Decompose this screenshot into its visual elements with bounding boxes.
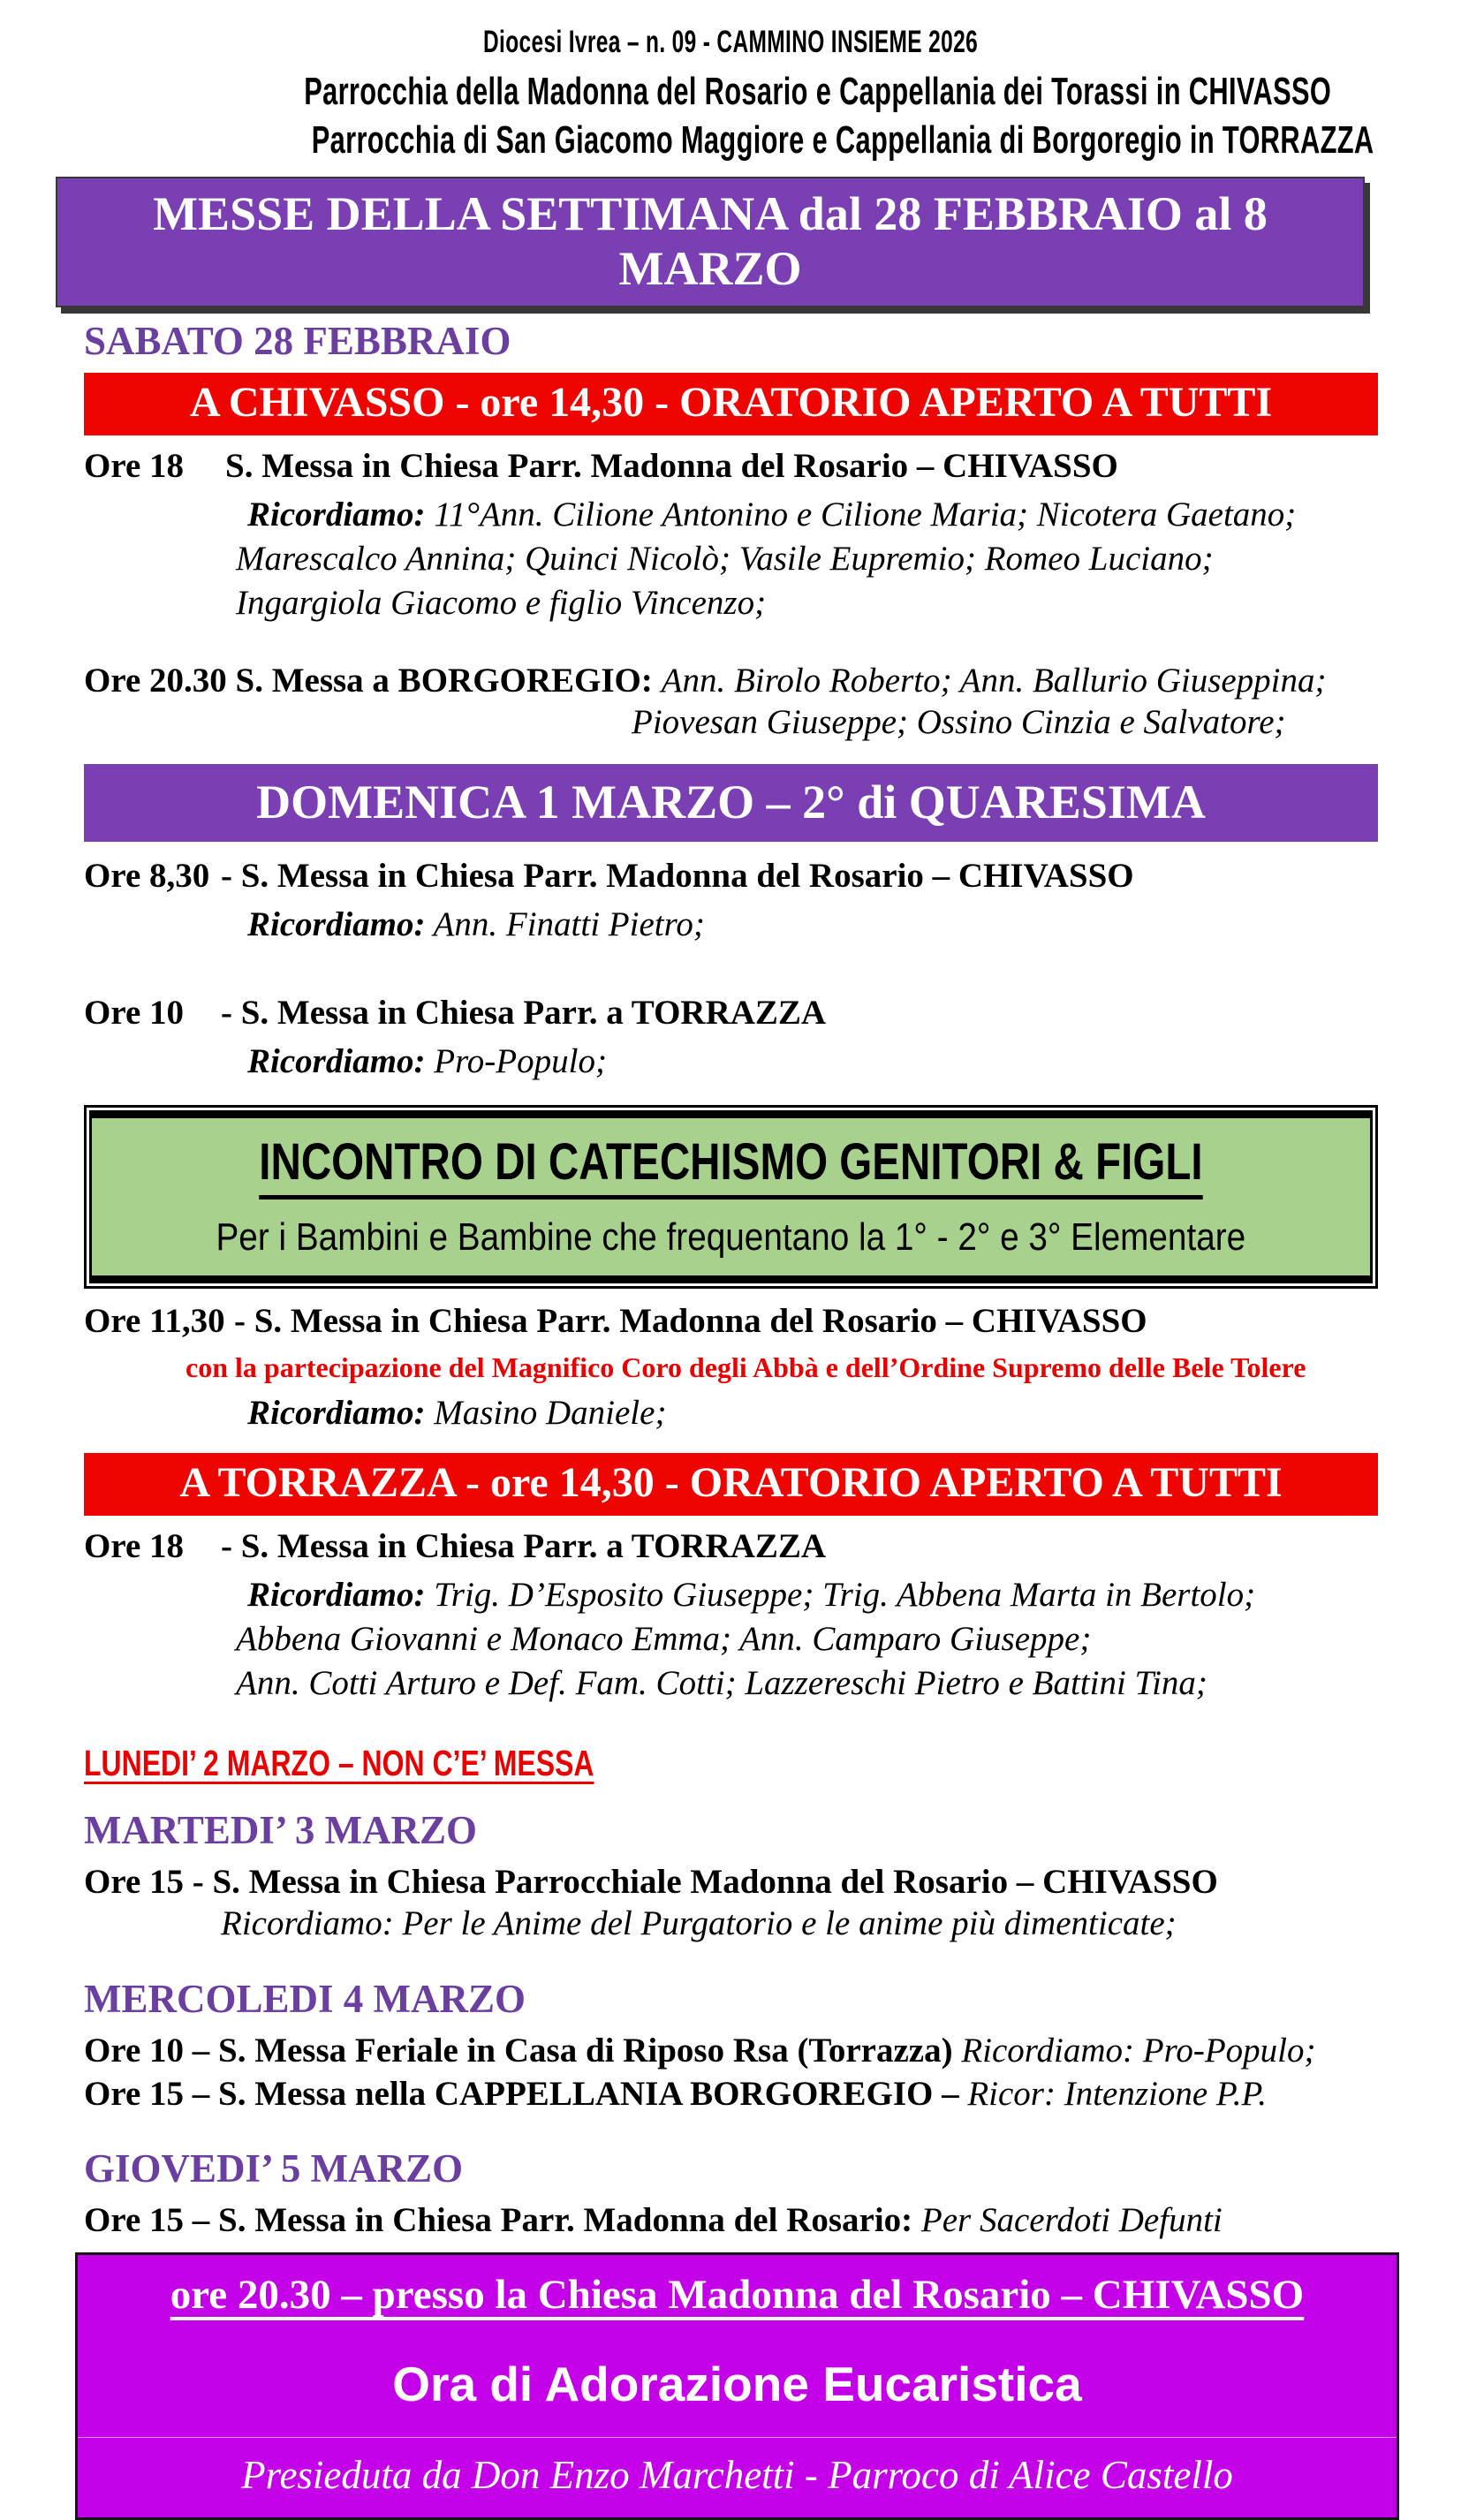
header-parish-chivasso <box>84 69 1378 114</box>
ricordiamo-inline: Ricor: Intenzione P.P. <box>967 2075 1268 2113</box>
mass-line-sat-2030 <box>84 661 1378 700</box>
ricordiamo-label: Ricordiamo: <box>247 1576 426 1614</box>
mass-line-sat-18 <box>84 446 1378 486</box>
adoration-banner <box>75 2252 1399 2520</box>
names-line: Masino Daniele; <box>434 1394 667 1432</box>
mass-desc: - S. Messa in Chiesa Parr. Madonna del Rosario – CHIVASSO <box>221 857 1134 895</box>
ricordiamo-inline: Ricordiamo: Pro-Populo; <box>961 2032 1316 2070</box>
mass-time: Ore 8,30 <box>84 857 210 895</box>
mass-line-sun-18 <box>84 1526 1378 1566</box>
ricordiamo-line <box>247 1391 1378 1435</box>
day-heading-giovedi: GIOVEDI’ 5 MARZO <box>84 2146 464 2191</box>
mass-desc: - S. Messa in Chiesa Parr. a TORRAZZA <box>221 1527 827 1565</box>
catechism-subtitle: Per i Bambini e Bambine che frequentano la 1° - 2° e 3° Elementare <box>216 1215 1246 1259</box>
names-line: Ingargiola Giacomo e figlio Vincenzo; <box>236 584 767 622</box>
mass-line-tue-15 <box>84 1862 1378 1902</box>
mass-line-thu-15 <box>84 2200 1378 2240</box>
mass-time: Ore 18 <box>84 447 185 485</box>
monday-no-mass-text: LUNEDI’ 2 MARZO – NON C’E’ MESSA <box>84 1743 594 1783</box>
header-parish-chivasso-text: Parrocchia della Madonna del Rosario e Cappellania dei Torassi in CHIVASSO <box>304 70 1332 113</box>
adoration-title: Ora di Adorazione Eucaristica <box>392 2357 1082 2411</box>
mass-time: Ore 10 <box>84 994 185 1032</box>
names-line: Pro-Populo; <box>434 1042 607 1080</box>
mass-desc: S. Messa a BORGOREGIO: <box>235 662 653 700</box>
mass-desc: - S. Messa in Chiesa Parr. a TORRAZZA <box>221 994 827 1032</box>
header-diocese-text: Diocesi Ivrea – n. 09 - CAMMINO INSIEME 2026 <box>483 25 979 59</box>
ricordiamo-label: Ricordiamo: <box>247 905 426 943</box>
mass-time: Ore 18 <box>84 1527 185 1565</box>
ricordiamo-line <box>247 1040 1378 1084</box>
monday-no-mass <box>84 1743 1378 1784</box>
names-line: 11°Ann. Cilione Antonino e Cilione Maria; Nicotera Gaetano; <box>434 496 1297 534</box>
banner-chivasso-oratorio: A CHIVASSO - ore 14,30 - ORATORIO APERTO A TUTTI <box>84 373 1378 435</box>
names-line: Ann. Birolo Roberto; Ann. Ballurio Giuseppina; <box>661 662 1327 700</box>
choir-note: con la partecipazione del Magnifico Coro degli Abbà e dell’Ordine Supremo delle Bele Tolere <box>185 1351 1306 1383</box>
ricordiamo-line <box>247 903 1378 947</box>
catechism-title: INCONTRO DI CATECHISMO GENITORI & FIGLI <box>259 1132 1202 1199</box>
catechism-box <box>84 1105 1378 1289</box>
adoration-time-place: ore 20.30 – presso la Chiesa Madonna del Rosario – CHIVASSO <box>170 2272 1305 2318</box>
names-line: Abbena Giovanni e Monaco Emma; Ann. Camparo Giuseppe; <box>236 1620 1092 1658</box>
banner-domenica: DOMENICA 1 MARZO – 2° di QUARESIMA <box>84 764 1378 842</box>
ricordiamo-line: Ricordiamo: Per le Anime del Purgatorio e le anime più dimenticate; <box>221 1904 1177 1942</box>
header-diocese <box>84 25 1378 60</box>
mass-time: Ore 20.30 <box>84 662 227 700</box>
mass-line-sun-10 <box>84 993 1378 1033</box>
banner-torrazza-oratorio: A TORRAZZA - ore 14,30 - ORATORIO APERTO A TUTTI <box>84 1453 1378 1516</box>
names-line: Ann. Cotti Arturo e Def. Fam. Cotti; Lazzereschi Pietro e Battini Tina; <box>236 1664 1207 1702</box>
day-heading-martedi: MARTEDI’ 3 MARZO <box>84 1808 478 1852</box>
mass-line-sun-1130 <box>84 1301 1378 1341</box>
mass-line-sun-830 <box>84 856 1378 896</box>
adoration-presider: Presieduta da Don Enzo Marchetti - Parroco di Alice Castello <box>78 2437 1397 2517</box>
mass-time: Ore 11,30 <box>84 1302 225 1340</box>
names-line: Ann. Finatti Pietro; <box>433 905 705 943</box>
mass-desc: Ore 15 – S. Messa nella CAPPELLANIA BORGOREGIO – <box>84 2075 968 2113</box>
names-line: Marescalco Annina; Quinci Nicolò; Vasile Eupremio; Romeo Luciano; <box>236 540 1214 578</box>
ricordiamo-label: Ricordiamo: <box>247 1394 426 1432</box>
header-parish-torrazza <box>84 117 1378 163</box>
ricordiamo-line <box>247 493 1378 537</box>
mass-desc: Ore 10 – S. Messa Feriale in Casa di Riposo Rsa (Torrazza) <box>84 2032 962 2070</box>
catechism-box-inner <box>89 1110 1373 1283</box>
mass-desc: Ore 15 – S. Messa in Chiesa Parr. Madonna del Rosario: <box>84 2201 921 2239</box>
ricordiamo-line <box>247 1573 1378 1617</box>
header-parish-torrazza-text: Parrocchia di San Giacomo Maggiore e Cappellania di Borgoregio in TORRAZZA <box>311 118 1374 162</box>
mass-desc: S. Messa in Chiesa Parr. Madonna del Rosario – CHIVASSO <box>225 447 1118 485</box>
day-heading-mercoledi: MERCOLEDI 4 MARZO <box>84 1977 526 2021</box>
day-heading-sabato: SABATO 28 FEBBRAIO <box>84 319 511 363</box>
title-banner: MESSE DELLA SETTIMANA dal 28 FEBBRAIO al 8 MARZO <box>56 177 1365 307</box>
mass-line-wed-15 <box>84 2074 1378 2114</box>
names-line: Piovesan Giuseppe; Ossino Cinzia e Salvatore; <box>632 703 1286 741</box>
mass-line-wed-10 <box>84 2031 1378 2070</box>
intention-inline: Per Sacerdoti Defunti <box>920 2201 1223 2239</box>
mass-desc: - S. Messa in Chiesa Parr. Madonna del Rosario – CHIVASSO <box>234 1302 1147 1340</box>
names-line: Trig. D’Esposito Giuseppe; Trig. Abbena Marta in Bertolo; <box>434 1576 1256 1614</box>
ricordiamo-label: Ricordiamo: <box>247 1042 426 1080</box>
mass-desc: Ore 15 - S. Messa in Chiesa Parrocchiale Madonna del Rosario – CHIVASSO <box>84 1863 1218 1901</box>
ricordiamo-label: Ricordiamo: <box>247 496 426 534</box>
